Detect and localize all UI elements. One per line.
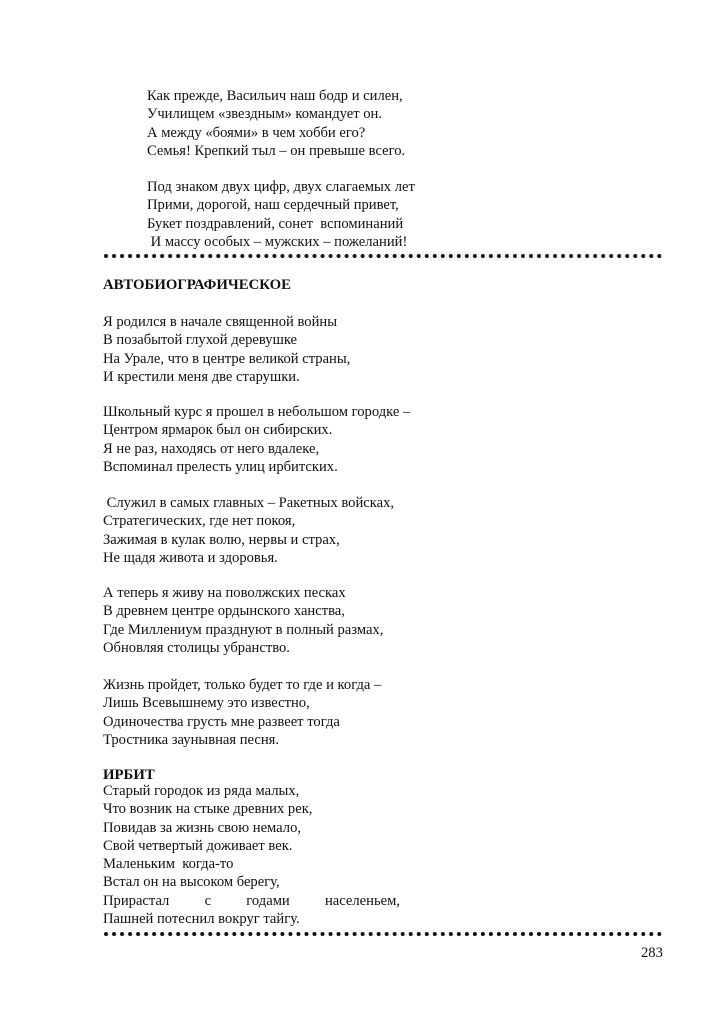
- verse-line: Зажимая в кулак волю, нервы и страх,: [103, 531, 340, 548]
- autobio-stanza-3: [103, 494, 394, 567]
- verse-line: Старый городок из ряда малых,: [103, 783, 300, 799]
- verse-line: Не щадя живота и здоровья.: [103, 549, 278, 566]
- verse-line: Лишь Всевышнему это известно,: [103, 695, 310, 712]
- verse-line: Школьный курс я прошел в небольшом городке –: [103, 404, 411, 420]
- autobio-stanza-5: [103, 676, 381, 749]
- verse-line: Училищем «звездным» командует он.: [147, 106, 382, 123]
- verse-line: И крестили меня две старушки.: [103, 368, 300, 385]
- verse-line: А между «боями» в чем хобби его?: [147, 124, 366, 141]
- verse-line: Семья! Крепкий тыл – он превыше всего.: [147, 142, 406, 159]
- autobio-stanza-4: [103, 584, 383, 657]
- verse-line: Букет поздравлений, сонет вспоминаний: [147, 215, 404, 232]
- verse-line: Маленьким когда-то: [103, 856, 234, 873]
- autobio-stanza-1: [103, 313, 350, 386]
- verse-line: Пашней потеснил вокруг тайгу.: [103, 911, 300, 928]
- verse-line: Жизнь пройдет, только будет то где и когда –: [103, 677, 382, 693]
- autobio-stanza-2: [103, 403, 410, 476]
- verse-line: Центром ярмарок был он сибирских.: [103, 422, 333, 439]
- section-divider: [104, 932, 662, 936]
- verse-line: Где Миллениум празднуют в полный размах,: [103, 621, 384, 638]
- poem-title-irbit: ИРБИТ: [103, 767, 155, 783]
- verse-word: с: [204, 892, 212, 909]
- verse-line: В позабытой глухой деревушке: [103, 332, 298, 349]
- verse-word: населеньем,: [324, 892, 400, 909]
- verse-line-justified: [103, 892, 400, 910]
- verse-line: В древнем центре ордынского ханства,: [103, 603, 345, 620]
- verse-line: Одиночества грусть мне развеет тогда: [103, 713, 340, 730]
- verse-line: Служил в самых главных – Ракетных войсках,: [103, 495, 395, 511]
- poem-end-stanza-2: [147, 178, 415, 251]
- verse-line: Свой четвертый доживает век.: [103, 837, 293, 854]
- verse-line: И массу особых – мужских – пожеланий!: [147, 233, 408, 250]
- verse-line: Тростника заунывная песня.: [103, 731, 280, 748]
- verse-line: Встал он на высоком берегу,: [103, 874, 280, 891]
- verse-line: Под знаком двух цифр, двух слагаемых лет: [147, 179, 415, 195]
- verse-line: Что возник на стыке древних рек,: [103, 801, 313, 818]
- verse-word: Прирастал: [103, 892, 170, 909]
- verse-line: А теперь я живу на поволжских песках: [103, 585, 346, 601]
- verse-line: Я не раз, находясь от него вдалеке,: [103, 440, 320, 457]
- verse-line: Обновляя столицы убранство.: [103, 639, 290, 656]
- verse-line: Как прежде, Васильич наш бодр и силен,: [147, 88, 403, 104]
- verse-word: годами: [246, 892, 290, 909]
- poem-end-stanza-1: [147, 87, 405, 160]
- page-number: 283: [641, 945, 663, 961]
- irbit-stanza: [103, 782, 400, 928]
- poem-title-autobiographical: АВТОБИОГРАФИЧЕСКОЕ: [103, 277, 292, 293]
- verse-line: Прими, дорогой, наш сердечный привет,: [147, 197, 399, 214]
- verse-line: Повидав за жизнь свою немало,: [103, 819, 302, 836]
- verse-line: Я родился в начале священной войны: [103, 314, 337, 330]
- verse-line: На Урале, что в центре великой страны,: [103, 350, 351, 367]
- verse-line: Стратегических, где нет покоя,: [103, 513, 296, 530]
- verse-line: Вспоминал прелесть улиц ирбитских.: [103, 458, 338, 475]
- section-divider: [104, 254, 662, 258]
